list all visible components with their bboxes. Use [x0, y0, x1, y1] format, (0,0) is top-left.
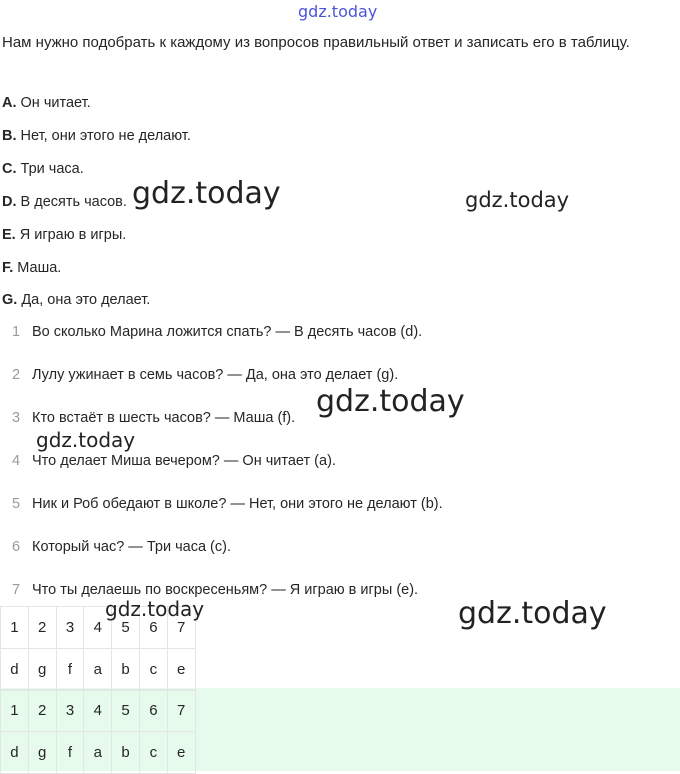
watermark: gdz.today [316, 384, 465, 419]
answer-item-g [2, 292, 150, 308]
table-cell: f [56, 732, 84, 774]
table-cell: 7 [167, 607, 195, 649]
question-item [12, 367, 398, 383]
answer-text: Он читает. [16, 95, 91, 111]
watermark: gdz.today [105, 597, 205, 621]
table-cell: b [112, 649, 140, 691]
table-row [1, 649, 196, 691]
answer-text: Маша. [13, 260, 62, 276]
answer-letter: E. [2, 227, 16, 243]
answer-letter: G. [2, 292, 18, 308]
table-cell: 3 [56, 607, 84, 649]
table-cell: 6 [139, 607, 167, 649]
watermark: gdz.today [465, 188, 570, 212]
question-text: Кто встаёт в шесть часов? — Маша (f). [32, 410, 296, 426]
question-number: 7 [12, 582, 21, 598]
question-item [12, 496, 443, 512]
table-cell: c [139, 649, 167, 691]
answer-letter: A. [2, 95, 17, 111]
question-number: 6 [12, 539, 21, 555]
question-number: 2 [12, 367, 21, 383]
answer-item-a [2, 95, 91, 111]
intro-text: Нам нужно подобрать к каждому из вопросов правильный ответ и записать его в таблицу. [2, 34, 630, 51]
answer-item-d [2, 194, 127, 210]
question-text: Ник и Роб обедают в школе? — Нет, они этого не делают (b). [32, 496, 443, 512]
watermark-top: gdz.today [298, 2, 378, 21]
table-cell: 1 [1, 690, 29, 732]
answer-table-repeat [0, 689, 196, 774]
question-text: Который час? — Три часа (c). [32, 539, 231, 555]
table-cell: c [139, 732, 167, 774]
table-cell: 7 [167, 690, 195, 732]
answer-letter: C. [2, 161, 17, 177]
watermark: gdz.today [458, 596, 607, 631]
question-number: 1 [12, 324, 21, 340]
table-cell: g [28, 649, 56, 691]
question-text: Что ты делаешь по воскресеньям? — Я играю в игры (e). [32, 582, 419, 598]
question-item [12, 324, 422, 340]
answer-text: В десять часов. [16, 194, 127, 210]
answer-text: Я играю в игры. [15, 227, 127, 243]
table-cell: 4 [84, 607, 112, 649]
table-row [1, 690, 196, 732]
question-item [12, 453, 336, 469]
table-cell: 6 [139, 690, 167, 732]
answer-text: Нет, они этого не делают. [16, 128, 191, 144]
answer-item-e [2, 227, 126, 243]
table-row [1, 732, 196, 774]
table-cell: 4 [84, 690, 112, 732]
table-cell: 5 [112, 690, 140, 732]
watermark: gdz.today [132, 176, 281, 211]
answer-item-b [2, 128, 191, 144]
answer-letter: D. [2, 194, 17, 210]
table-cell: e [167, 649, 195, 691]
table-cell: 2 [28, 607, 56, 649]
question-text: Лулу ужинает в семь часов? — Да, она это делает (g). [32, 367, 399, 383]
table-cell: b [112, 732, 140, 774]
answer-text: Три часа. [16, 161, 84, 177]
watermark: gdz.today [36, 428, 136, 452]
question-item [12, 582, 418, 598]
question-number: 5 [12, 496, 21, 512]
table-cell: 2 [28, 690, 56, 732]
table-cell: 1 [1, 607, 29, 649]
table-cell: g [28, 732, 56, 774]
table-cell: d [1, 732, 29, 774]
question-item [12, 539, 231, 555]
table-cell: a [84, 649, 112, 691]
question-number: 4 [12, 453, 21, 469]
table-cell: 5 [112, 607, 140, 649]
answer-item-f [2, 260, 61, 276]
answer-letter: B. [2, 128, 17, 144]
answer-item-c [2, 161, 84, 177]
answer-letter: F. [2, 260, 14, 276]
answer-text: Да, она это делает. [17, 292, 151, 308]
table-cell: f [56, 649, 84, 691]
question-text: Что делает Миша вечером? — Он читает (a). [32, 453, 336, 469]
question-number: 3 [12, 410, 21, 426]
question-text: Во сколько Марина ложится спать? — В десять часов (d). [32, 324, 423, 340]
table-cell: a [84, 732, 112, 774]
table-cell: 3 [56, 690, 84, 732]
table-cell: d [1, 649, 29, 691]
question-item [12, 410, 295, 426]
table-cell: e [167, 732, 195, 774]
